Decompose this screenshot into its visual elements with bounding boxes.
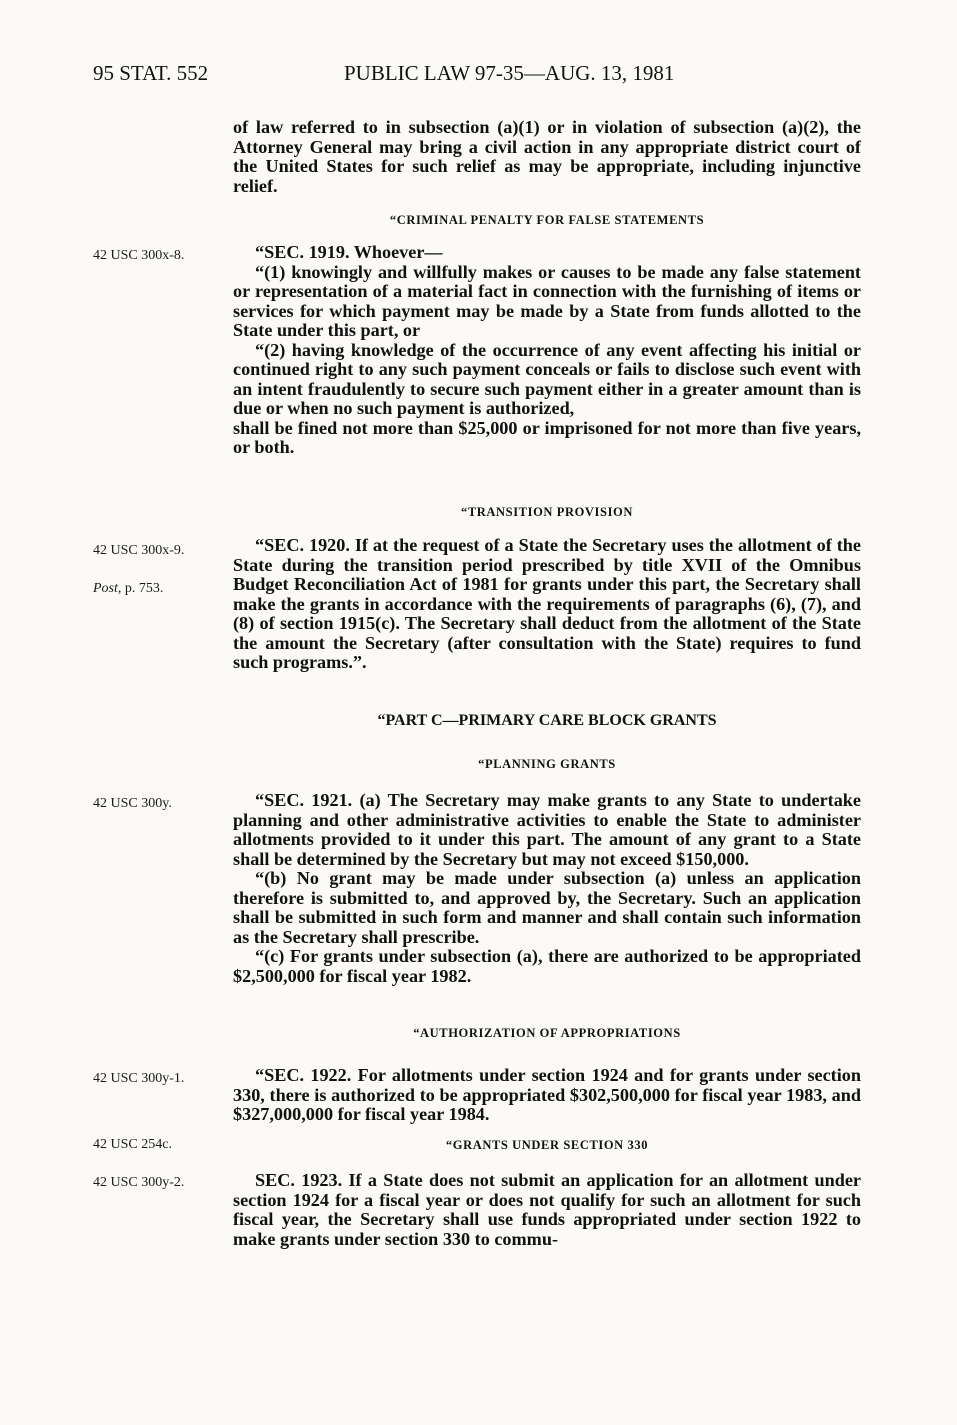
heading-criminal-penalty: “CRIMINAL PENALTY FOR FALSE STATEMENTS bbox=[389, 213, 705, 227]
heading-transition-provision: “TRANSITION PROVISION bbox=[460, 505, 633, 519]
section-1921 bbox=[233, 791, 861, 986]
section-1919 bbox=[233, 243, 861, 458]
section-1920-text: “SEC. 1920. If at the request of a State the Secretary uses the allotment of the State during the transition period prescribed by title XVII of the Omnibus Budget Reconciliation Act of 1981 for grants under this part, the Secretary shall make the grants in accordance with the requirements of paragraphs (6), (7), and (8) of section 1915(c). The Secretary shall deduct from the allotment of the State the amount the Secretary (after consultation with the State) requires to fund such programs.”. bbox=[233, 535, 861, 672]
heading-authorization: “AUTHORIZATION OF APPROPRIATIONS bbox=[413, 1026, 681, 1040]
margin-note-post-italic: Post, bbox=[93, 581, 122, 596]
margin-note-300y-2: 42 USC 300y-2. bbox=[93, 1175, 185, 1190]
section-1921-b: “(b) No grant may be made under subsection (a) unless an application therefore is submitted to, and approved by, the Secretary. Such an application shall be submitted in such form and manner and shall contain such information as the Secretary shall prescribe. bbox=[233, 868, 861, 947]
section-1919-penalty: shall be fined not more than $25,000 or imprisoned for not more than five years, or both. bbox=[233, 417, 861, 457]
heading-grants-330: “GRANTS UNDER SECTION 330 bbox=[445, 1138, 649, 1152]
section-1923-text: SEC. 1923. If a State does not submit an application for an allotment under section 1924 for a fiscal year or does not qualify for such an allotment for such fiscal year, the Secretary shall use funds appropriated under section 1922 to make grants under section 330 to commu- bbox=[233, 1170, 861, 1249]
section-1919-title: “SEC. 1919. Whoever— bbox=[255, 242, 443, 262]
heading-planning-grants: “PLANNING GRANTS bbox=[478, 757, 616, 771]
section-1921-a: “SEC. 1921. (a) The Secretary may make grants to any State to undertake planning and other administrative activities to enable the State to administer allotments provided to it under this part. The amount of any grant to a State shall be determined by the Secretary but may not exceed $150,000. bbox=[233, 790, 861, 869]
section-1921-c: “(c) For grants under subsection (a), there are authorized to be appropriated $2,500,000 for fiscal year 1982. bbox=[233, 946, 861, 986]
section-1919-clause-1: “(1) knowingly and willfully makes or causes to be made any false statement or representation of a material fact in connection with the furnishing of items or services for which payment may be made by a State from funds allotted to the State under this part, or bbox=[233, 261, 861, 340]
page-stat-number: 95 STAT. 552 bbox=[93, 61, 209, 85]
margin-note-300y: 42 USC 300y. bbox=[93, 796, 172, 811]
margin-note-300x-8: 42 USC 300x-8. bbox=[93, 248, 185, 263]
margin-note-post-ref bbox=[93, 580, 163, 598]
section-1923 bbox=[233, 1171, 861, 1249]
paragraph-civil-action bbox=[233, 118, 861, 196]
margin-note-254c: 42 USC 254c. bbox=[93, 1137, 172, 1152]
page-running-head: PUBLIC LAW 97-35—AUG. 13, 1981 bbox=[344, 61, 675, 85]
margin-note-post-page: p. 753. bbox=[121, 581, 164, 596]
section-1920 bbox=[233, 536, 861, 673]
section-1922 bbox=[233, 1066, 861, 1125]
heading-part-c: “PART C—PRIMARY CARE BLOCK GRANTS bbox=[377, 712, 717, 729]
section-1919-clause-2: “(2) having knowledge of the occurrence of any event affecting his initial or continued right to any such payment conceals or fails to disclose such event with an intent fraudulently to secure such payment either in a greater amount than is due or when no such payment is authorized, bbox=[233, 339, 861, 418]
margin-note-300x-9: 42 USC 300x-9. bbox=[93, 543, 185, 558]
paragraph-text: of law referred to in subsection (a)(1) or in violation of subsection (a)(2), the Attorney General may bring a civil action in any appropriate district court of the United States for such relief as may be appropriate, including injunctive relief. bbox=[233, 117, 861, 196]
margin-note-300y-1: 42 USC 300y-1. bbox=[93, 1071, 185, 1086]
section-1922-text: “SEC. 1922. For allotments under section 1924 and for grants under section 330, there is authorized to be appropriated $302,500,000 for fiscal year 1983, and $327,000,000 for fiscal year 1984. bbox=[233, 1065, 861, 1124]
